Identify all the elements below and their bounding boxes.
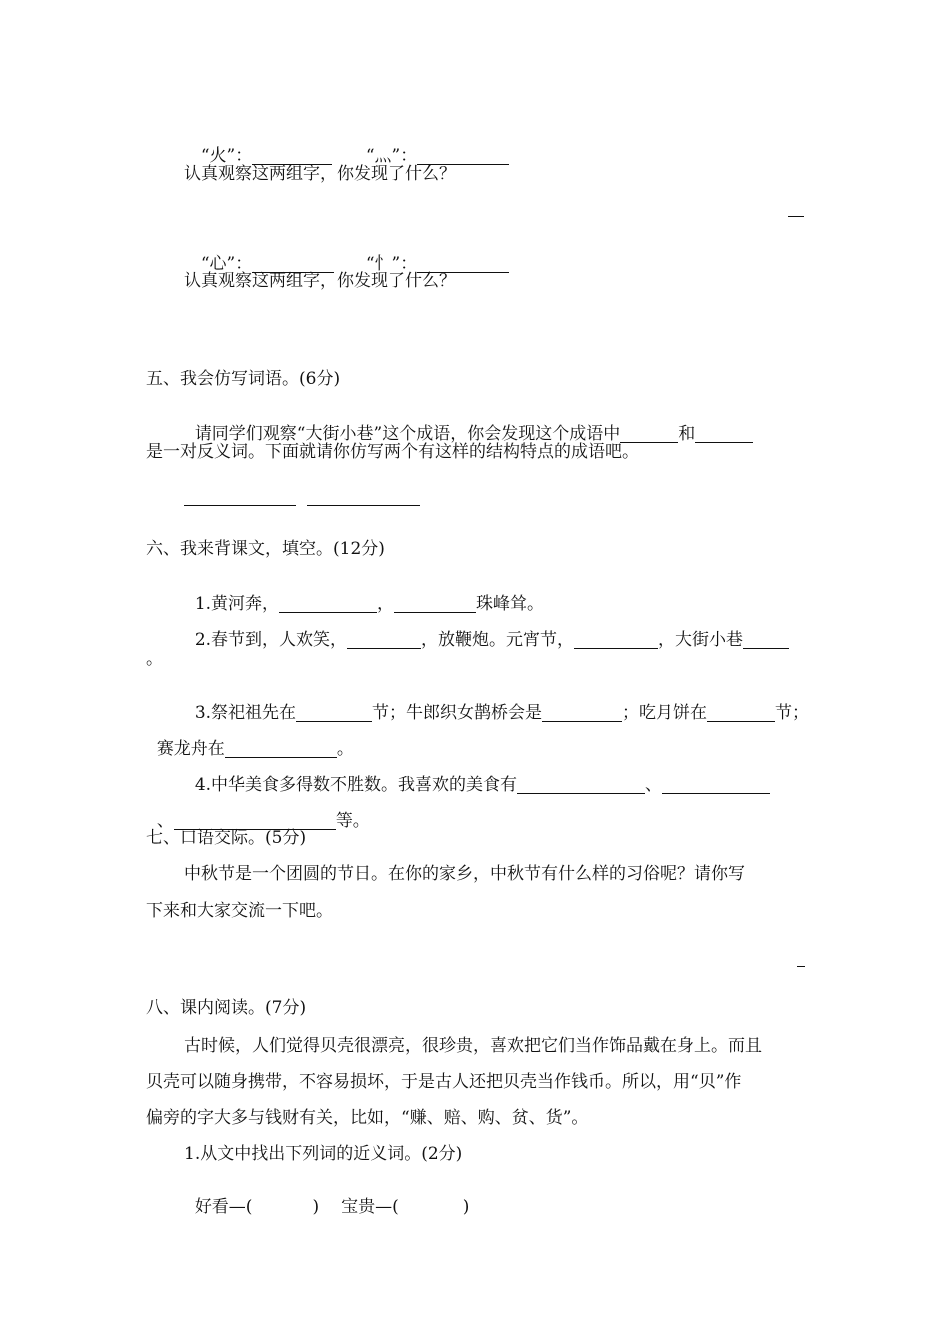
q6-item3-text-e: 赛龙舟在	[156, 738, 225, 759]
q6-item4	[184, 759, 770, 794]
q5-heading: 五、我会仿写词语。(6分)	[146, 369, 341, 389]
idiom-answer-line-1[interactable]	[184, 505, 296, 506]
fire-label: “火”：	[200, 145, 253, 166]
q5-and: 和	[678, 423, 696, 444]
q6-item3-blank-2[interactable]	[542, 704, 622, 722]
idiom-answer-line-2[interactable]	[307, 505, 420, 506]
q7-heading: 七、口语交际。(5分)	[146, 828, 307, 848]
fire-row	[190, 130, 332, 165]
q8-para-line1: 古时候，人们觉得贝壳很漂亮，很珍贵，喜欢把它们当作饰品戴在身上。而且	[184, 1036, 762, 1056]
q6-item1-text-a: 1.黄河奔，	[194, 593, 280, 614]
q8-para-line2: 贝壳可以随身携带，不容易损坏，于是古人还把贝壳当作钱币。所以，用“贝”作	[146, 1072, 742, 1092]
q6-item1-blank-2[interactable]	[394, 595, 476, 613]
q5-blank-1[interactable]	[620, 425, 678, 443]
q6-item1	[184, 578, 544, 613]
fire-answer-blank[interactable]	[252, 147, 332, 165]
q6-item3-blank-1[interactable]	[296, 704, 372, 722]
heart-label: “心”：	[200, 253, 253, 274]
q6-item3-blank-3[interactable]	[707, 704, 775, 722]
q6-item3-blank-4[interactable]	[225, 740, 337, 758]
q6-item3	[184, 687, 809, 722]
heart-row	[190, 238, 334, 273]
fire-dots-answer-blank[interactable]	[417, 147, 509, 165]
fire-dots-row	[355, 130, 509, 165]
synonym-word-2: 宝贵—(	[341, 1197, 399, 1217]
q6-item3-text-a: 3.祭祀祖先在	[194, 702, 297, 723]
q6-item1-comma: ，	[377, 593, 395, 614]
q5-blank-2[interactable]	[695, 425, 753, 443]
fire-dots-label: “灬”：	[365, 145, 418, 166]
q7-line1: 中秋节是一个团圆的节日。在你的家乡，中秋节有什么样的习俗呢？请你写	[184, 864, 745, 884]
q6-item4-text-a: 4.中华美食多得数不胜数。我喜欢的美食有	[194, 774, 518, 795]
q6-item2	[184, 614, 789, 649]
q6-item3-text-b: 节；牛郎织女鹊桥会是	[372, 702, 543, 723]
q6-item3-text-d: 节；	[775, 702, 810, 723]
q6-item4-cont	[146, 795, 370, 830]
q5-line1	[184, 408, 753, 443]
q7-line2: 下来和大家交流一下吧。	[146, 901, 333, 921]
q6-item1-text-c: 珠峰耸。	[476, 593, 545, 614]
q6-item3-text-c: ；吃月饼在	[622, 702, 708, 723]
q6-item1-blank-1[interactable]	[279, 595, 377, 613]
q6-item2-text-b: ，放鞭炮。元宵节，	[421, 629, 575, 650]
q6-item2-text-c: ，大街小巷	[658, 629, 744, 650]
q6-heading: 六、我来背课文，填空。(12分)	[146, 539, 385, 559]
answer-line-stub-1[interactable]	[788, 216, 804, 217]
q6-item2-blank-3[interactable]	[743, 631, 789, 649]
q6-item4-sep-1: 、	[645, 774, 663, 795]
q6-item3-cont	[146, 723, 354, 758]
q5-text-a: 请同学们观察“大街小巷”这个成语，你会发现这个成语中	[194, 423, 621, 444]
q6-item4-blank-1[interactable]	[517, 776, 645, 794]
q6-item2-blank-2[interactable]	[574, 631, 658, 649]
q8-sub1: 1.从文中找出下列词的近义词。(2分)	[184, 1144, 463, 1164]
q6-item2-blank-1[interactable]	[347, 631, 421, 649]
q5-line2: 是一对反义词。下面就请你仿写两个有这样的结构特点的成语吧。	[146, 442, 639, 462]
observe-question-1: 认真观察这两组字，你发现了什么？	[184, 164, 456, 184]
close-paren-1: )	[312, 1197, 320, 1217]
q6-item4-etc: 等。	[335, 810, 370, 831]
answer-line-stub-2[interactable]	[797, 966, 805, 967]
q6-item4-sep-2: 、	[156, 810, 174, 831]
q8-synonym-row	[184, 1182, 469, 1216]
observe-question-2: 认真观察这两组字，你发现了什么？	[184, 271, 456, 291]
q8-para-line3: 偏旁的字大多与钱财有关，比如，“赚、赔、购、贫、货”。	[146, 1108, 589, 1128]
heart-side-row	[355, 238, 509, 273]
q8-heading: 八、课内阅读。(7分)	[146, 998, 307, 1018]
heart-side-label: “忄”：	[365, 253, 418, 274]
q6-item3-period: 。	[336, 738, 354, 759]
q6-item2-tail: 。	[146, 649, 163, 669]
synonym-word-1: 好看—(	[194, 1197, 253, 1217]
close-paren-2: )	[462, 1197, 470, 1217]
q6-item4-blank-2[interactable]	[662, 776, 770, 794]
q6-item2-text-a: 2.春节到，人欢笑，	[194, 629, 348, 650]
